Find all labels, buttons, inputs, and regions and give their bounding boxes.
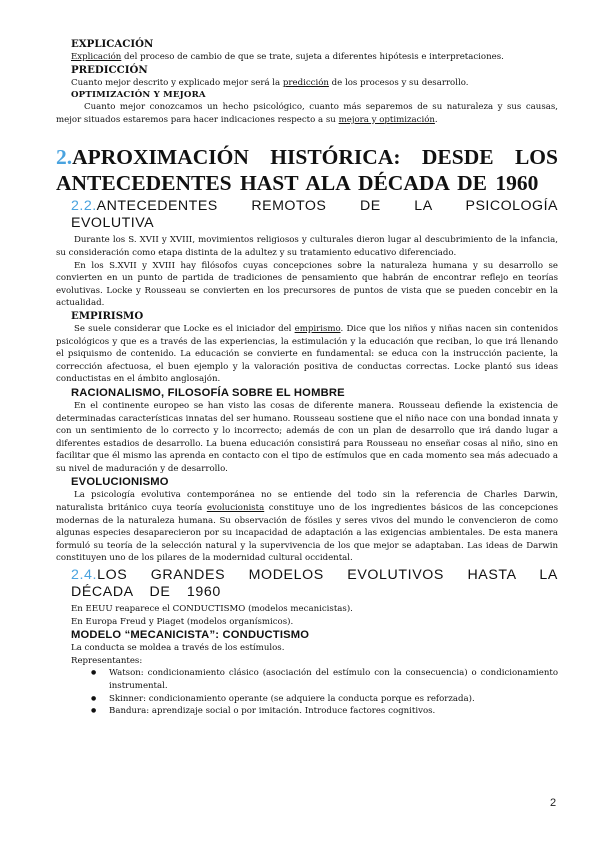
explicacion-link: Explicación xyxy=(71,52,122,62)
mecanicista-heading: MODELO “MECANICISTA”: CONDUCTISMO xyxy=(71,629,310,642)
page-number: 2 xyxy=(550,797,557,809)
section-2-2-number: 2.2. xyxy=(71,198,97,215)
mecanicista-line-1: La conducta se moldea a través de los estímulos. xyxy=(71,643,285,654)
empirismo-heading: EMPIRISMO xyxy=(71,309,144,322)
representantes-list xyxy=(56,667,558,717)
section-2-number: 2. xyxy=(56,145,73,170)
racionalismo-heading: RACIONALISMO, FILOSOFÍA SOBRE EL HOMBRE xyxy=(71,386,345,399)
explicacion-heading: EXPLICACIÓN xyxy=(71,38,154,50)
section-2-4-number: 2.4. xyxy=(71,567,98,584)
conductismo-eeuu-line: En EEUU reaparece el CONDUCTISMO (modelos mecanicistas). xyxy=(71,604,353,615)
evolucionismo-link: evolucionista xyxy=(206,503,265,514)
mecanicista-line-2: Representantes: xyxy=(71,655,143,666)
evolucionismo-paragraph: La psicología evolutiva contemporánea no se entiende del todo sin la referencia de Charles Darwin, naturalista británico cuya teoría evolucionista constituye uno de los ingredientes básicos de las concepciones modernas de la naturaleza humana. Su observación de fósiles y seres vivos del mundo le convencieron de como algunas especies desaparecieron por su incapacidad de adaptación a las exigencias ambientales. De esta manera formuló su teoría de la selección natural y la supervivencia de los que mejor se adaptaban. Las ideas de Darwin constituyen uno de los pilares de la modernidad cultural occidental. xyxy=(56,490,558,564)
antecedentes-paragraph-2: En los S.XVII y XVIII hay filósofos cuyas concepciones sobre la naturaleza humana y su desarrollo se convierten en un punto de partida de tradiciones de pensamiento que habrán de encontrar reflejo en teorías evolutivas. Locke y Rousseau se convierten en los precursores de puntos de vista que se pueden concebir en la actualidad. xyxy=(56,260,558,309)
empirismo-paragraph: Se suele considerar que Locke es el iniciador del empirismo. Dice que los niños y niñas nacen sin contenidos psicológicos y que es a través de las experiencias, la estimulación y la educación que reciban, lo que irá llenando el psiquismo de contenido. La educación se convierte en fundamental: se educa con la instrucción paciente, la corrección afectuosa, el buen ejemplo y la valoración positiva de conductas correctas. Locke plantó sus ideas conductistas en el ámbito anglosajón. xyxy=(56,323,558,385)
prediccion-link: predicción xyxy=(282,77,329,88)
prediccion-paragraph: Cuanto mejor descrito y explicado mejor será la predicción de los procesos y su desarrollo. xyxy=(71,77,469,88)
racionalismo-paragraph: En el continente europeo se han visto las cosas de diferente manera. Rousseau defiende la existencia de determinadas características innatas del ser humano. Rousseau sostiene que el niño nace con una bondad innata y con un sentimiento de lo correcto y lo incorrecto; además de con un plan de desarrollo que irá dando lugar a diferentes estadios de desarrollo. La buena educación consistirá para Rousseau no enseñar cosas al niño, sino en facilitar que él mismo las aprenda en contacto con el tipo de estímulos que en cada momento sea más adecuado a su nivel de maduración y de desarrollo. xyxy=(56,400,558,474)
section-2-2-heading: 2.2.ANTECEDENTES REMOTOS DE LA PSICOLOGÍA EVOLUTIVA xyxy=(71,198,558,232)
europa-line: En Europa Freud y Piaget (modelos organísmicos). xyxy=(71,616,294,627)
document-page xyxy=(56,38,558,718)
list-item: ● Skinner: condicionamiento operante (se adquiere la conducta porque es reforzada). xyxy=(97,693,558,706)
optimizacion-paragraph: Cuanto mejor conozcamos un hecho psicológico, cuanto más separemos de su naturaleza y sus causas, mejor situados estaremos para hacer indicaciones respecto a su mejora y optimización. xyxy=(56,102,558,125)
antecedentes-paragraph-1: Durante los S. XVII y XVIII, movimientos religiosos y culturales dieron lugar al descubrimiento de la infancia, su consideración como etapa distinta de la adultez y su tratamiento educativo diferenciado. xyxy=(56,235,558,258)
optimizacion-heading: OPTIMIZACIÓN Y MEJORA xyxy=(71,90,206,101)
section-2-heading: 2.APROXIMACIÓN HISTÓRICA: DESDE LOS ANTECEDENTES HAST ALA DÉCADA DE 1960 xyxy=(56,145,558,196)
optimizacion-link: mejora y optimización xyxy=(338,114,435,125)
empirismo-link: empirismo xyxy=(294,323,341,334)
prediccion-heading: PREDICCIÓN xyxy=(71,63,148,76)
list-item: ● Bandura: aprendizaje social o por imitación. Introduce factores cognitivos. xyxy=(97,705,558,718)
explicacion-paragraph: Explicación del proceso de cambio de que se trate, sujeta a diferentes hipótesis e interpretaciones. xyxy=(71,52,504,62)
list-item: ● Watson: condicionamiento clásico (asociación del estímulo con la consecuencia) o condicionamiento instrumental. xyxy=(97,667,558,692)
evolucionismo-heading: EVOLUCIONISMO xyxy=(71,476,169,489)
section-2-4-heading: 2.4.LOS GRANDES MODELOS EVOLUTIVOS HASTA LA DÉCADA DE 1960 xyxy=(71,567,558,601)
